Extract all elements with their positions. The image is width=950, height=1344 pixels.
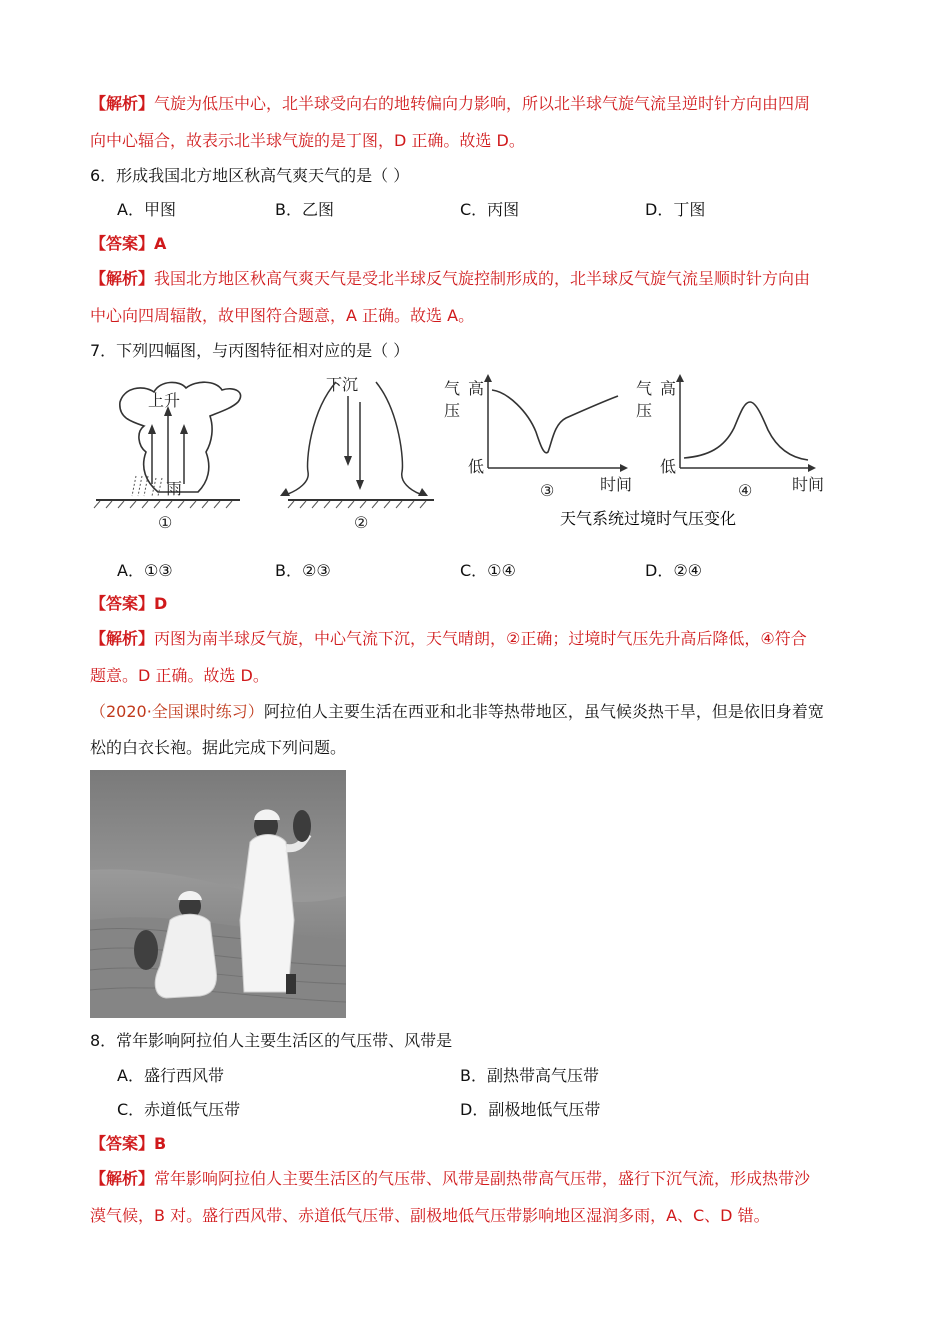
fig1-rain-label: 雨 xyxy=(166,479,183,498)
q8-option-a: A．盛行西风带 xyxy=(117,1066,224,1085)
fig1-rising-air xyxy=(94,382,241,532)
analysis-tag: 【解析】 xyxy=(90,629,155,648)
fig3-axis-ya: 压 xyxy=(444,401,461,420)
q7-option-c: C．①④ xyxy=(460,561,516,580)
q8-stem: 8．常年影响阿拉伯人主要生活区的气压带、风带是 xyxy=(90,1031,453,1050)
fig4-axis-ya: 压 xyxy=(636,401,653,420)
fig4-axis-high: 高 xyxy=(660,379,677,398)
fig4-axis-low: 低 xyxy=(660,457,677,476)
intro-line2: 松的白衣长袍。据此完成下列问题。 xyxy=(90,738,347,757)
fig3-axis-qi: 气 xyxy=(444,379,461,398)
q6-option-a: A．甲图 xyxy=(117,200,176,219)
analysis-tag: 【解析】 xyxy=(90,1169,155,1188)
q8-option-c: C．赤道低气压带 xyxy=(117,1100,241,1119)
fig1-number: ① xyxy=(158,513,173,532)
analysis-tag: 【解析】 xyxy=(90,94,155,113)
fig3-pressure-chart xyxy=(444,374,632,500)
fig2-label: 下沉 xyxy=(326,375,359,394)
analysis-tag: 【解析】 xyxy=(90,269,155,288)
intro-line1: （2020·全国课时练习）阿拉伯人主要生活在西亚和北非等热带地区，虽气候炎热干旱，但是依旧身着宽 xyxy=(90,702,824,721)
fig2-number: ② xyxy=(354,513,369,532)
q7-option-b: B．②③ xyxy=(275,561,331,580)
q5-analysis-line2: 向中心辐合，故表示北半球气旋的是丁图，D 正确。故选 D。 xyxy=(90,131,525,150)
q8-answer: 【答案】B xyxy=(90,1134,167,1153)
fig4-number: ④ xyxy=(738,481,753,500)
desert-photo xyxy=(90,770,346,1018)
q7-analysis-line2: 题意。D 正确。故选 D。 xyxy=(90,666,269,685)
q6-option-b: B．乙图 xyxy=(275,200,334,219)
fig4-axis-time: 时间 xyxy=(792,475,825,494)
q6-analysis-line1: 【解析】我国北方地区秋高气爽天气是受北半球反气旋控制形成的，北半球反气旋气流呈顺时针方向由 xyxy=(90,269,811,288)
q5-analysis-line1: 【解析】气旋为低压中心，北半球受向右的地转偏向力影响，所以北半球气旋气流呈逆时针方向由四周 xyxy=(90,94,811,113)
q8-analysis-line2: 漠气候，B 对。盛行西风带、赤道低气压带、副极地低气压带影响地区湿润多雨，A、C、D 错。 xyxy=(90,1206,770,1225)
fig4-pressure-chart xyxy=(636,374,824,500)
fig1-label: 上升 xyxy=(148,391,181,410)
q8-option-b: B．副热带高气压带 xyxy=(460,1066,599,1085)
q6-analysis-line2: 中心向四周辐散，故甲图符合题意，A 正确。故选 A。 xyxy=(90,306,475,325)
fig2-sinking-air xyxy=(280,375,434,532)
fig3-axis-high: 高 xyxy=(468,379,485,398)
q8-analysis-line1: 【解析】常年影响阿拉伯人主要生活区的气压带、风带是副热带高气压带，盛行下沉气流，形成热带沙 xyxy=(90,1169,811,1188)
q8-option-d: D．副极地低气压带 xyxy=(460,1100,601,1119)
q7-answer: 【答案】D xyxy=(90,594,168,613)
fig4-curve xyxy=(684,402,808,460)
q7-figure xyxy=(88,372,838,532)
q6-option-c: C．丙图 xyxy=(460,200,520,219)
q6-stem: 6．形成我国北方地区秋高气爽天气的是（ ） xyxy=(90,166,410,185)
fig3-axis-time: 时间 xyxy=(600,475,633,494)
fig3-axis-low: 低 xyxy=(468,457,485,476)
q6-option-d: D．丁图 xyxy=(645,200,706,219)
q7-figure-caption: 天气系统过境时气压变化 xyxy=(560,509,737,528)
fig4-axis-qi: 气 xyxy=(636,379,653,398)
q6-answer: 【答案】A xyxy=(90,234,167,253)
q7-option-d: D．②④ xyxy=(645,561,703,580)
fig3-number: ③ xyxy=(540,481,555,500)
q7-analysis-line1: 【解析】丙图为南半球反气旋，中心气流下沉，天气晴朗，②正确；过境时气压先升高后降低，④符合 xyxy=(90,629,807,648)
fig3-curve xyxy=(492,390,618,453)
q7-option-a: A．①③ xyxy=(117,561,173,580)
q7-stem: 7．下列四幅图，与丙图特征相对应的是（ ） xyxy=(90,341,410,360)
source-label: （2020·全国课时练习） xyxy=(90,702,264,721)
